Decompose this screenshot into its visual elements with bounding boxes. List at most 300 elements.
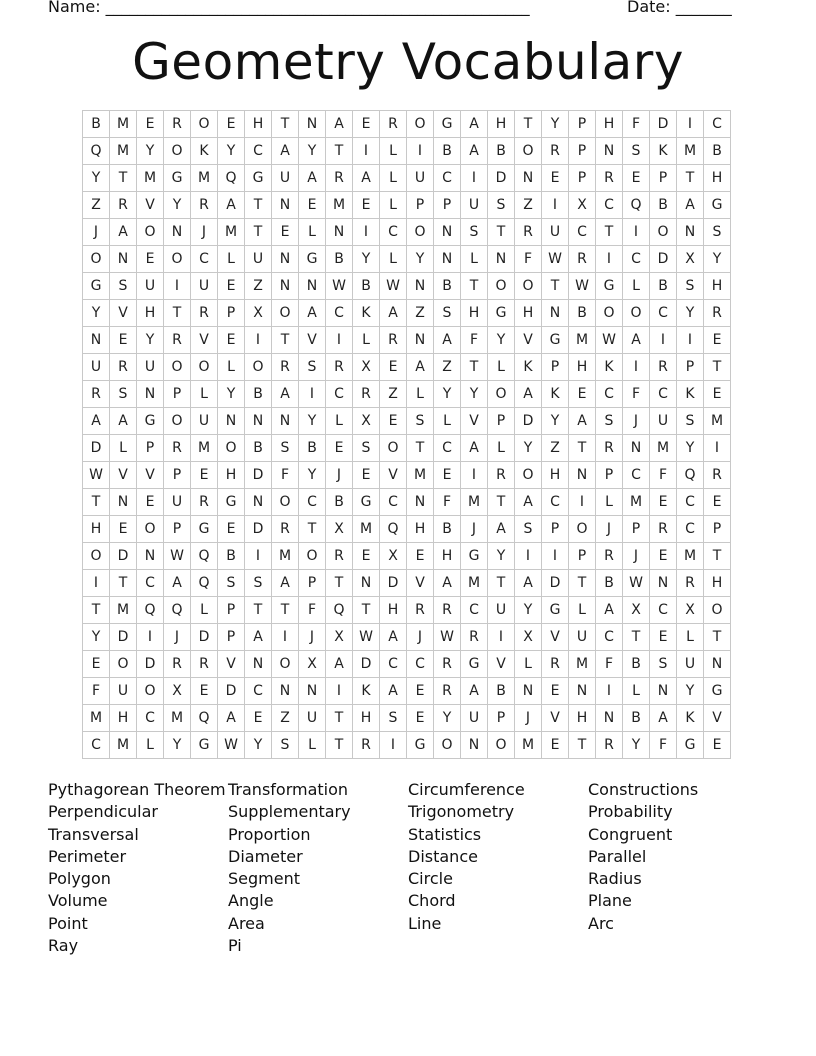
grid-cell: Q (164, 597, 191, 624)
grid-cell: Z (272, 705, 299, 732)
grid-cell: P (542, 516, 569, 543)
grid-cell: N (299, 678, 326, 705)
grid-cell: F (434, 489, 461, 516)
grid-cell: O (83, 543, 110, 570)
grid-cell: L (353, 327, 380, 354)
grid-cell: L (596, 489, 623, 516)
grid-cell: C (596, 381, 623, 408)
grid-cell: I (461, 165, 488, 192)
grid-row (83, 732, 731, 759)
grid-cell: I (650, 327, 677, 354)
grid-cell: C (623, 462, 650, 489)
grid-cell: A (218, 705, 245, 732)
grid-cell: O (704, 597, 731, 624)
grid-cell: N (272, 246, 299, 273)
grid-cell: N (299, 273, 326, 300)
grid-cell: E (191, 462, 218, 489)
grid-row (83, 165, 731, 192)
grid-cell: T (704, 354, 731, 381)
grid-cell: U (461, 192, 488, 219)
grid-cell: U (110, 678, 137, 705)
grid-cell: G (677, 732, 704, 759)
word-list-item (408, 936, 588, 958)
grid-cell: Q (380, 516, 407, 543)
word-list-item: Segment (228, 869, 300, 889)
grid-cell: O (407, 219, 434, 246)
grid-cell: O (191, 354, 218, 381)
grid-cell: L (461, 246, 488, 273)
grid-cell: R (191, 192, 218, 219)
grid-cell: P (218, 300, 245, 327)
grid-cell: L (218, 354, 245, 381)
grid-cell: T (164, 300, 191, 327)
grid-cell: R (488, 462, 515, 489)
grid-cell: E (353, 543, 380, 570)
grid-cell: R (380, 111, 407, 138)
grid-cell: M (83, 705, 110, 732)
grid-cell: E (110, 327, 137, 354)
grid-cell: U (488, 597, 515, 624)
grid-cell: O (488, 732, 515, 759)
grid-cell: K (650, 138, 677, 165)
grid-cell: O (272, 651, 299, 678)
grid-cell: O (164, 138, 191, 165)
grid-cell: Y (83, 300, 110, 327)
grid-cell: Q (191, 543, 218, 570)
grid-cell: A (299, 165, 326, 192)
grid-cell: U (299, 705, 326, 732)
grid-cell: S (596, 408, 623, 435)
grid-cell: A (515, 570, 542, 597)
grid-cell: L (569, 597, 596, 624)
grid-cell: B (623, 651, 650, 678)
grid-cell: N (218, 408, 245, 435)
grid-cell: O (245, 354, 272, 381)
grid-cell: E (542, 165, 569, 192)
grid-cell: X (245, 300, 272, 327)
grid-cell: T (326, 570, 353, 597)
grid-cell: B (623, 705, 650, 732)
grid-cell: E (704, 327, 731, 354)
grid-cell: A (461, 111, 488, 138)
grid-cell: C (650, 300, 677, 327)
grid-cell: N (137, 381, 164, 408)
grid-cell: Y (218, 138, 245, 165)
grid-cell: K (353, 678, 380, 705)
grid-cell: D (110, 543, 137, 570)
grid-cell: R (515, 219, 542, 246)
grid-cell: T (461, 354, 488, 381)
grid-cell: I (164, 273, 191, 300)
grid-cell: A (488, 516, 515, 543)
grid-cell: U (542, 219, 569, 246)
grid-cell: T (272, 327, 299, 354)
grid-cell: G (137, 408, 164, 435)
grid-cell: X (164, 678, 191, 705)
word-list-item: Parallel (588, 846, 647, 866)
grid-cell: L (380, 165, 407, 192)
grid-cell: E (704, 489, 731, 516)
word-list-item: Circle (408, 869, 453, 889)
grid-cell: V (299, 327, 326, 354)
grid-cell: E (299, 192, 326, 219)
grid-cell: P (488, 705, 515, 732)
grid-cell: R (434, 597, 461, 624)
grid-cell: R (596, 435, 623, 462)
word-list-item: Radius (588, 869, 642, 889)
grid-cell: E (83, 651, 110, 678)
grid-cell: N (110, 246, 137, 273)
grid-cell: J (191, 219, 218, 246)
grid-cell: N (407, 327, 434, 354)
grid-cell: W (623, 570, 650, 597)
grid-cell: T (245, 192, 272, 219)
grid-cell: S (299, 354, 326, 381)
grid-cell: T (326, 732, 353, 759)
grid-cell: A (83, 408, 110, 435)
grid-cell: N (245, 408, 272, 435)
grid-cell: R (596, 165, 623, 192)
grid-cell: F (623, 381, 650, 408)
grid-row (83, 354, 731, 381)
grid-cell: S (704, 219, 731, 246)
grid-cell: Y (83, 165, 110, 192)
grid-cell: R (380, 327, 407, 354)
grid-cell: W (218, 732, 245, 759)
grid-cell: H (83, 516, 110, 543)
grid-row (83, 597, 731, 624)
word-list-item: Ray (48, 936, 79, 956)
grid-cell: C (596, 192, 623, 219)
grid-cell: E (218, 111, 245, 138)
date-field-label: Date: _______ (627, 0, 732, 16)
grid-cell: G (704, 192, 731, 219)
grid-cell: U (461, 705, 488, 732)
grid-cell: R (542, 651, 569, 678)
grid-cell: O (164, 408, 191, 435)
grid-cell: E (137, 489, 164, 516)
grid-cell: T (299, 516, 326, 543)
grid-cell: J (623, 408, 650, 435)
grid-cell: D (218, 678, 245, 705)
grid-cell: T (83, 489, 110, 516)
grid-cell: B (569, 300, 596, 327)
grid-cell: R (434, 678, 461, 705)
grid-cell: K (596, 354, 623, 381)
word-list-item: Constructions (588, 780, 699, 799)
grid-cell: V (461, 408, 488, 435)
grid-cell: A (461, 435, 488, 462)
grid-cell: O (515, 462, 542, 489)
grid-cell: U (137, 273, 164, 300)
grid-cell: X (353, 408, 380, 435)
grid-cell: I (137, 624, 164, 651)
grid-cell: O (488, 381, 515, 408)
grid-cell: B (326, 489, 353, 516)
grid-cell: B (650, 273, 677, 300)
grid-cell: Y (164, 192, 191, 219)
grid-cell: I (326, 678, 353, 705)
grid-cell: N (461, 732, 488, 759)
grid-cell: C (461, 597, 488, 624)
grid-cell: Y (515, 597, 542, 624)
grid-cell: R (704, 462, 731, 489)
word-list-item: Transformation (228, 780, 349, 799)
grid-cell: F (272, 462, 299, 489)
grid-cell: L (623, 273, 650, 300)
grid-cell: N (650, 570, 677, 597)
grid-cell: S (623, 138, 650, 165)
grid-cell: A (272, 381, 299, 408)
grid-cell: U (569, 624, 596, 651)
grid-row (83, 138, 731, 165)
grid-cell: J (596, 516, 623, 543)
grid-cell: T (623, 624, 650, 651)
grid-cell: N (137, 543, 164, 570)
grid-cell: U (677, 651, 704, 678)
grid-cell: A (407, 354, 434, 381)
grid-cell: O (515, 138, 542, 165)
grid-cell: T (596, 219, 623, 246)
grid-cell: E (218, 327, 245, 354)
grid-row (83, 246, 731, 273)
grid-cell: M (353, 516, 380, 543)
grid-cell: C (677, 516, 704, 543)
grid-cell: I (245, 543, 272, 570)
grid-cell: Z (515, 192, 542, 219)
grid-cell: C (677, 489, 704, 516)
grid-cell: H (218, 462, 245, 489)
grid-cell: I (515, 543, 542, 570)
grid-cell: S (218, 570, 245, 597)
grid-cell: E (650, 489, 677, 516)
grid-cell: O (137, 516, 164, 543)
grid-cell: N (110, 489, 137, 516)
grid-cell: O (218, 435, 245, 462)
grid-cell: O (380, 435, 407, 462)
grid-cell: N (245, 651, 272, 678)
grid-cell: N (515, 165, 542, 192)
grid-cell: J (299, 624, 326, 651)
grid-cell: A (623, 327, 650, 354)
grid-cell: C (83, 732, 110, 759)
grid-row (83, 327, 731, 354)
grid-cell: U (191, 408, 218, 435)
word-list-item: Distance (408, 846, 478, 866)
word-list-item: Congruent (588, 824, 673, 844)
grid-cell: T (461, 273, 488, 300)
grid-cell: T (704, 624, 731, 651)
grid-cell: E (191, 678, 218, 705)
grid-cell: H (704, 273, 731, 300)
grid-cell: S (353, 435, 380, 462)
grid-cell: I (542, 192, 569, 219)
grid-cell: X (515, 624, 542, 651)
grid-cell: V (542, 624, 569, 651)
grid-cell: O (407, 111, 434, 138)
grid-cell: Q (83, 138, 110, 165)
grid-cell: K (515, 354, 542, 381)
grid-cell: Y (299, 138, 326, 165)
grid-cell: G (542, 597, 569, 624)
grid-cell: X (569, 192, 596, 219)
grid-cell: S (488, 192, 515, 219)
grid-cell: Y (677, 435, 704, 462)
grid-cell: E (704, 732, 731, 759)
grid-cell: B (83, 111, 110, 138)
grid-cell: M (110, 597, 137, 624)
grid-cell: W (380, 273, 407, 300)
grid-cell: N (488, 246, 515, 273)
grid-cell: Q (218, 165, 245, 192)
grid-cell: R (110, 354, 137, 381)
grid-cell: G (83, 273, 110, 300)
grid-cell: R (164, 651, 191, 678)
grid-cell: Q (623, 192, 650, 219)
grid-cell: R (353, 732, 380, 759)
grid-cell: C (137, 705, 164, 732)
grid-cell: H (515, 300, 542, 327)
grid-cell: D (488, 165, 515, 192)
word-list-item: Probability (588, 802, 673, 822)
grid-cell: C (380, 489, 407, 516)
grid-cell: I (461, 462, 488, 489)
grid-cell: P (488, 408, 515, 435)
grid-cell: Y (137, 327, 164, 354)
grid-cell: P (569, 111, 596, 138)
grid-cell: V (110, 300, 137, 327)
word-list-item: Circumference (408, 780, 525, 799)
grid-cell: S (380, 705, 407, 732)
grid-cell: L (299, 732, 326, 759)
grid-cell: Y (407, 246, 434, 273)
grid-cell: F (596, 651, 623, 678)
grid-cell: A (569, 408, 596, 435)
word-list-item: Diameter (228, 846, 303, 866)
grid-cell: E (569, 381, 596, 408)
grid-cell: H (434, 543, 461, 570)
grid-cell: A (515, 381, 542, 408)
grid-cell: M (623, 489, 650, 516)
grid-cell: T (488, 219, 515, 246)
grid-cell: H (704, 165, 731, 192)
grid-cell: L (191, 597, 218, 624)
grid-cell: T (569, 732, 596, 759)
grid-cell: C (623, 246, 650, 273)
grid-cell: K (677, 705, 704, 732)
grid-cell: M (218, 219, 245, 246)
grid-cell: D (542, 570, 569, 597)
grid-cell: N (677, 219, 704, 246)
grid-cell: G (245, 165, 272, 192)
grid-cell: Y (677, 300, 704, 327)
grid-cell: N (272, 678, 299, 705)
grid-cell: J (515, 705, 542, 732)
grid-cell: S (677, 273, 704, 300)
grid-row (83, 111, 731, 138)
grid-cell: R (164, 327, 191, 354)
grid-cell: W (326, 273, 353, 300)
grid-cell: T (515, 111, 542, 138)
grid-cell: I (569, 489, 596, 516)
grid-cell: Y (434, 381, 461, 408)
grid-cell: C (596, 624, 623, 651)
word-list-item: Point (48, 913, 88, 933)
grid-cell: P (434, 192, 461, 219)
grid-cell: B (434, 516, 461, 543)
grid-cell: H (542, 462, 569, 489)
grid-cell: R (272, 516, 299, 543)
grid-cell: R (650, 516, 677, 543)
grid-cell: I (623, 219, 650, 246)
grid-cell: D (650, 111, 677, 138)
grid-cell: L (380, 138, 407, 165)
grid-cell: Y (83, 624, 110, 651)
grid-cell: P (299, 570, 326, 597)
grid-cell: R (164, 111, 191, 138)
grid-cell: V (407, 570, 434, 597)
grid-cell: C (245, 138, 272, 165)
grid-row (83, 273, 731, 300)
grid-cell: G (488, 300, 515, 327)
grid-cell: E (218, 273, 245, 300)
grid-cell: I (272, 624, 299, 651)
grid-cell: T (326, 705, 353, 732)
grid-cell: W (353, 624, 380, 651)
grid-cell: I (326, 327, 353, 354)
grid-cell: Y (434, 705, 461, 732)
grid-cell: X (380, 543, 407, 570)
grid-cell: Q (137, 597, 164, 624)
grid-cell: Q (191, 705, 218, 732)
grid-cell: G (407, 732, 434, 759)
grid-row (83, 624, 731, 651)
grid-cell: A (596, 597, 623, 624)
grid-cell: Y (704, 246, 731, 273)
grid-cell: N (434, 246, 461, 273)
grid-cell: P (218, 624, 245, 651)
grid-cell: C (137, 570, 164, 597)
grid-cell: G (299, 246, 326, 273)
grid-cell: R (326, 543, 353, 570)
grid-cell: G (191, 732, 218, 759)
word-list-item: Statistics (408, 824, 482, 844)
grid-row (83, 219, 731, 246)
grid-cell: R (677, 570, 704, 597)
name-field-label: Name: _____________________________________________________ (48, 0, 530, 16)
grid-cell: Y (542, 111, 569, 138)
grid-cell: A (677, 192, 704, 219)
grid-cell: D (515, 408, 542, 435)
grid-cell: A (164, 570, 191, 597)
grid-cell: T (488, 489, 515, 516)
grid-cell: M (650, 435, 677, 462)
grid-cell: M (515, 732, 542, 759)
grid-cell: S (272, 732, 299, 759)
grid-cell: A (272, 570, 299, 597)
grid-cell: I (677, 327, 704, 354)
grid-cell: I (83, 570, 110, 597)
grid-cell: V (488, 651, 515, 678)
grid-cell: V (137, 462, 164, 489)
grid-cell: O (623, 300, 650, 327)
grid-cell: A (434, 327, 461, 354)
grid-cell: M (272, 543, 299, 570)
grid-cell: M (407, 462, 434, 489)
word-list-item: Pythagorean Theorem (48, 780, 226, 799)
grid-cell: R (596, 732, 623, 759)
grid-cell: K (542, 381, 569, 408)
